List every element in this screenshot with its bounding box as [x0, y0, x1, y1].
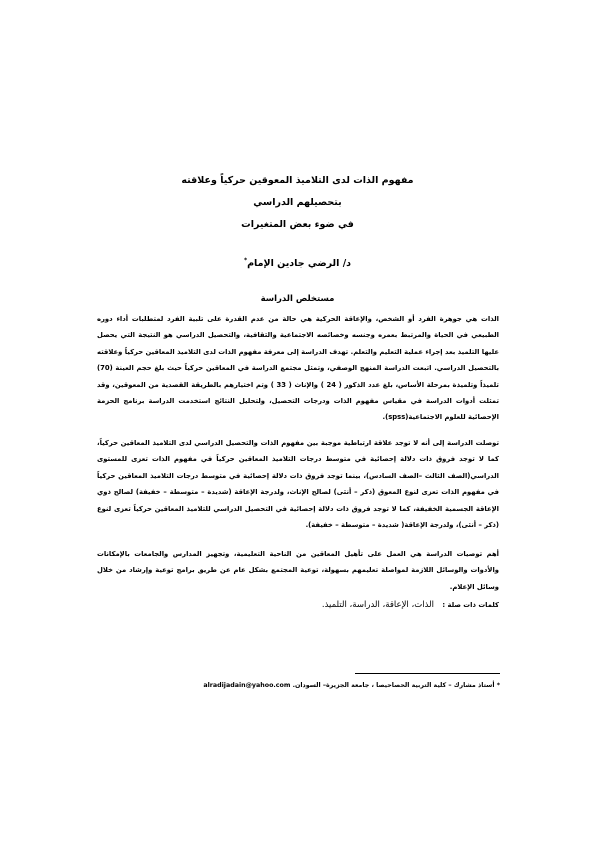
abstract-heading: مستخلص الدراسة — [260, 294, 335, 304]
title-line-2: بتحصيلهم الدراسي — [253, 197, 342, 208]
abstract-paragraph-1: الذات هي جوهرة الفرد أو الشخص، والإعاقة الحركية هي حالة من عدم القدرة على تلبية الفرد لمتطلبات أداء دوره الطبيعي في الحياة والمرتبط بعمره وجنسه وخصائصه الاجتماعية والثقافية، والتحصيل الدراسي هو النتيجة التي يحصل عليها التلميذ بعد إجراء عملية التعليم والتعلم. تهدف الدراسة إلى معرفة مفهوم الذات لدى التلاميذ المعاقين حركياً وعلاقته بالتحصيل الدراسي. اتبعت الدراسة المنهج الوصفي، وتمثل مجتمع الدراسة في المعاقين حركياً حيث بلغ حجم العينة (70) تلميذاً وتلميذة بمرحلة الأساس، بلغ عدد الذكور ( 24 ) والإناث ( 33 ) وتم اختيارهم بالطريقة القصدية من المعوقين، وقد تمثلت أدوات الدراسة في مقياس مفهوم الذات ودرجات التحصيل، ولتحليل النتائج استخدمت الدراسة برنامج الحزمة الإحصائية للعلوم الاجتماعية(spss). — [97, 315, 499, 422]
author-footnote — [100, 682, 500, 689]
paper-title — [120, 170, 475, 236]
author-email[interactable]: alradijadain@yahoo.com — [203, 682, 291, 689]
author-line — [190, 257, 405, 269]
footnote-affiliation: أستاذ مشارك – كلية التربية الحصاحيصا ، جامعة الجزيرة– السودان. — [292, 682, 495, 689]
footnote-marker: * — [496, 682, 500, 689]
author-name: د/ الرضي جادين الإمام — [247, 258, 352, 270]
title-line-3: في ضوء بعض المتغيرات — [241, 219, 354, 230]
abstract-paragraph-3: أهم توصيات الدراسة هي العمل على تأهيل المعاقين من الناحية التعليمية، وتجهيز المدارس والجامعات بالإمكانات والأدوات والوسائل اللازمة لمواصلة تعليمهم بسهولة، توعية المجتمع بشكل عام عن طريق برامج توعية وإرشاد من خلال وسائل الإعلام. — [97, 550, 499, 591]
author-footnote-marker: * — [243, 257, 248, 264]
keywords-label: كلمات ذات صلة : — [442, 601, 499, 609]
title-line-1: مفهوم الذات لدى التلاميذ المعوقين حركياً وعلاقته — [181, 175, 414, 186]
footnote-divider — [355, 673, 500, 674]
keywords-values: الذات، الإعاقة، الدراسة، التلميذ. — [321, 600, 435, 610]
keywords-line — [97, 600, 499, 610]
abstract-paragraph-2: توصلت الدراسة إلى أنه لا توجد علاقة ارتباطية موجبة بين مفهوم الذات والتحصيل الدراسي لدى التلاميذ المعاقين حركياً، كما لا توجد فروق ذات دلالة إحصائية في متوسط درجات التلاميذ المعاقين حركياً في مفهوم الذات تعزى للمستوى الدراسي(الصف الثالث –الصف السادس)، بينما توجد فروق ذات دلالة إحصائية في متوسط درجات التلاميذ المعاقين حركياً في مفهوم الذات تعزى لنوع المعوق (ذكر – أنثى) لصالح الإناث، ولدرجة الإعاقة (شديدة – متوسطة – خفيفة) لصالح ذوي الإعاقة الجسمية الخفيفة، كما لا توجد فروق ذات دلالة إحصائية في التحصيل الدراسي للتلاميذ المعاقين حركياً تعزى لنوع (ذكر – أنثى)، ولدرجة الإعاقة( شديدة – متوسطة – خفيفة). — [97, 439, 499, 530]
